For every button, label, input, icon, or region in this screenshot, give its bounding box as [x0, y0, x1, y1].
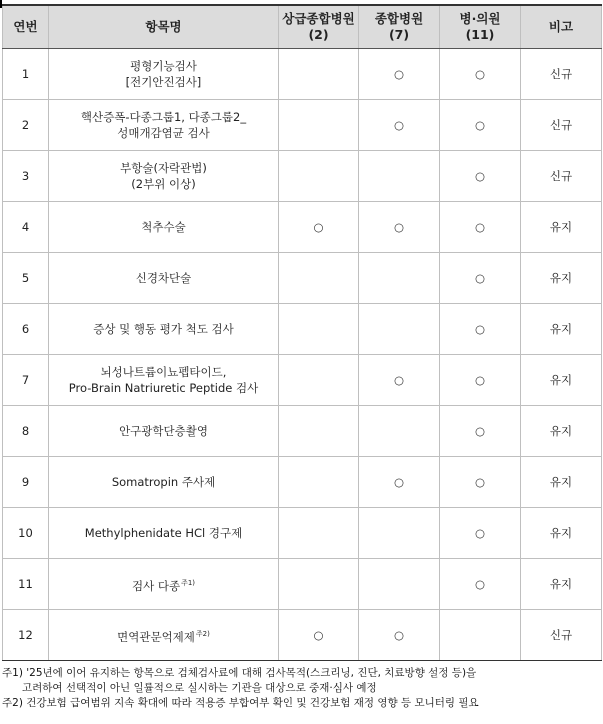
row-remark: 신규: [521, 49, 602, 100]
row-general-hospital-mark: [359, 253, 440, 304]
row-tertiary-hospital-mark: [279, 100, 359, 151]
review-items-table: [2, 4, 602, 661]
item-name-line: [51, 626, 276, 645]
row-clinic-mark: ○: [440, 406, 521, 457]
table-row: [3, 253, 602, 304]
item-name-line: 안구광학단층촬영: [119, 424, 208, 438]
table-row: [3, 49, 602, 100]
row-remark: 신규: [521, 151, 602, 202]
row-item-name: [49, 457, 279, 508]
table-row: [3, 508, 602, 559]
row-no: 1: [3, 49, 49, 100]
header-tertiary-count: (2): [308, 27, 329, 42]
table-body: [3, 49, 602, 661]
row-general-hospital-mark: [359, 151, 440, 202]
row-general-hospital-mark: [359, 508, 440, 559]
row-remark: 유지: [521, 355, 602, 406]
row-clinic-mark: ○: [440, 559, 521, 610]
row-tertiary-hospital-mark: [279, 355, 359, 406]
item-name-line: 척추수술: [141, 220, 186, 234]
row-remark: 유지: [521, 457, 602, 508]
table-header-row: [3, 5, 602, 49]
row-general-hospital-mark: [359, 559, 440, 610]
row-item-name: [49, 508, 279, 559]
item-name-line: [51, 575, 276, 594]
item-name-line: Pro-Brain Natriuretic Peptide 검사: [68, 381, 259, 395]
row-clinic-mark: ○: [440, 355, 521, 406]
table-row: [3, 304, 602, 355]
header-clinic-count: (11): [465, 27, 495, 42]
row-item-name: [49, 610, 279, 661]
row-general-hospital-mark: [359, 304, 440, 355]
header-general-count: (7): [388, 27, 410, 42]
row-item-name: [49, 559, 279, 610]
row-tertiary-hospital-mark: [279, 406, 359, 457]
row-clinic-mark: [440, 610, 521, 661]
table-row: [3, 202, 602, 253]
row-item-name: [49, 100, 279, 151]
row-no: 7: [3, 355, 49, 406]
item-name-line: Somatropin 주사제: [111, 475, 216, 489]
footnotes: [2, 666, 601, 711]
row-no: 11: [3, 559, 49, 610]
row-remark: 유지: [521, 253, 602, 304]
row-general-hospital-mark: ○: [359, 457, 440, 508]
row-tertiary-hospital-mark: [279, 304, 359, 355]
row-no: 12: [3, 610, 49, 661]
row-remark: 유지: [521, 508, 602, 559]
row-item-name: [49, 406, 279, 457]
item-name-text: 면역관문억제제: [117, 629, 195, 644]
header-item: 항목명: [49, 5, 279, 49]
footnote-ref: 주1): [181, 578, 196, 587]
row-general-hospital-mark: [359, 406, 440, 457]
footnote-2-line-1: 주2) 건강보험 급여범위 지속 확대에 따라 적용증 부합여부 확인 및 건강보험 재정 영향 등 모니터링 필요: [2, 697, 479, 709]
item-name-line: [전기안진검사]: [125, 75, 202, 89]
row-remark: 유지: [521, 406, 602, 457]
table-row: [3, 457, 602, 508]
footnote-1-line-1: 주1) '25년에 이어 유지하는 항목으로 검체검사료에 대해 검사목적(스크리닝, 진단, 치료방향 설정 등)을: [2, 667, 477, 679]
item-name-line: Methylphenidate HCl 경구제: [84, 526, 243, 540]
row-general-hospital-mark: ○: [359, 202, 440, 253]
row-remark: 유지: [521, 202, 602, 253]
row-clinic-mark: ○: [440, 202, 521, 253]
row-clinic-mark: ○: [440, 304, 521, 355]
header-no: 연번: [3, 5, 49, 49]
row-item-name: [49, 49, 279, 100]
row-clinic-mark: ○: [440, 49, 521, 100]
row-item-name: [49, 304, 279, 355]
row-clinic-mark: ○: [440, 151, 521, 202]
table-row: [3, 355, 602, 406]
row-no: 10: [3, 508, 49, 559]
row-no: 2: [3, 100, 49, 151]
header-remark: 비고: [521, 5, 602, 49]
row-clinic-mark: ○: [440, 508, 521, 559]
row-no: 9: [3, 457, 49, 508]
row-tertiary-hospital-mark: [279, 253, 359, 304]
row-general-hospital-mark: ○: [359, 355, 440, 406]
footnote-ref: 주2): [195, 629, 210, 638]
row-tertiary-hospital-mark: ○: [279, 202, 359, 253]
header-clinic: [440, 5, 521, 49]
row-item-name: [49, 253, 279, 304]
table-row: [3, 559, 602, 610]
item-name-line: 평형기능검사: [130, 59, 197, 73]
item-name-line: 증상 및 행동 평가 척도 검사: [93, 322, 234, 336]
item-name-line: 부항술(자락관법): [120, 161, 207, 175]
row-tertiary-hospital-mark: [279, 457, 359, 508]
header-tertiary-hospital: [279, 5, 359, 49]
item-name-line: 신경차단술: [135, 271, 192, 285]
row-no: 5: [3, 253, 49, 304]
table-row: [3, 610, 602, 661]
item-name-text: 검사 다종: [131, 578, 181, 593]
item-name-line: 뇌성나트륨이뇨펩타이드,: [100, 365, 227, 379]
row-remark: 유지: [521, 304, 602, 355]
row-tertiary-hospital-mark: [279, 559, 359, 610]
row-clinic-mark: ○: [440, 253, 521, 304]
row-tertiary-hospital-mark: [279, 151, 359, 202]
row-remark: 신규: [521, 100, 602, 151]
item-name-line: 핵산증폭-다종그룹1, 다종그룹2_: [80, 110, 247, 124]
row-remark: 유지: [521, 559, 602, 610]
header-clinic-label: 병·의원: [459, 11, 501, 26]
row-item-name: [49, 202, 279, 253]
row-item-name: [49, 151, 279, 202]
row-general-hospital-mark: ○: [359, 100, 440, 151]
header-general-hospital: [359, 5, 440, 49]
row-clinic-mark: ○: [440, 457, 521, 508]
table-row: [3, 100, 602, 151]
row-clinic-mark: ○: [440, 100, 521, 151]
item-name-line: 성매개감염균 검사: [117, 126, 210, 140]
row-tertiary-hospital-mark: ○: [279, 610, 359, 661]
header-general-label: 종합병원: [374, 11, 424, 26]
table-row: [3, 151, 602, 202]
row-no: 8: [3, 406, 49, 457]
row-no: 6: [3, 304, 49, 355]
row-tertiary-hospital-mark: [279, 49, 359, 100]
item-name-line: (2부위 이상): [131, 177, 196, 191]
row-item-name: [49, 355, 279, 406]
table-row: [3, 406, 602, 457]
header-tertiary-label: 상급종합병원: [282, 11, 355, 26]
row-no: 4: [3, 202, 49, 253]
row-remark: 신규: [521, 610, 602, 661]
footnote-1-line-2: 고려하여 선택적이 아닌 일률적으로 실시하는 기관을 대상으로 중재·심사 예정: [22, 682, 377, 694]
row-general-hospital-mark: ○: [359, 610, 440, 661]
row-general-hospital-mark: ○: [359, 49, 440, 100]
row-no: 3: [3, 151, 49, 202]
row-tertiary-hospital-mark: [279, 508, 359, 559]
